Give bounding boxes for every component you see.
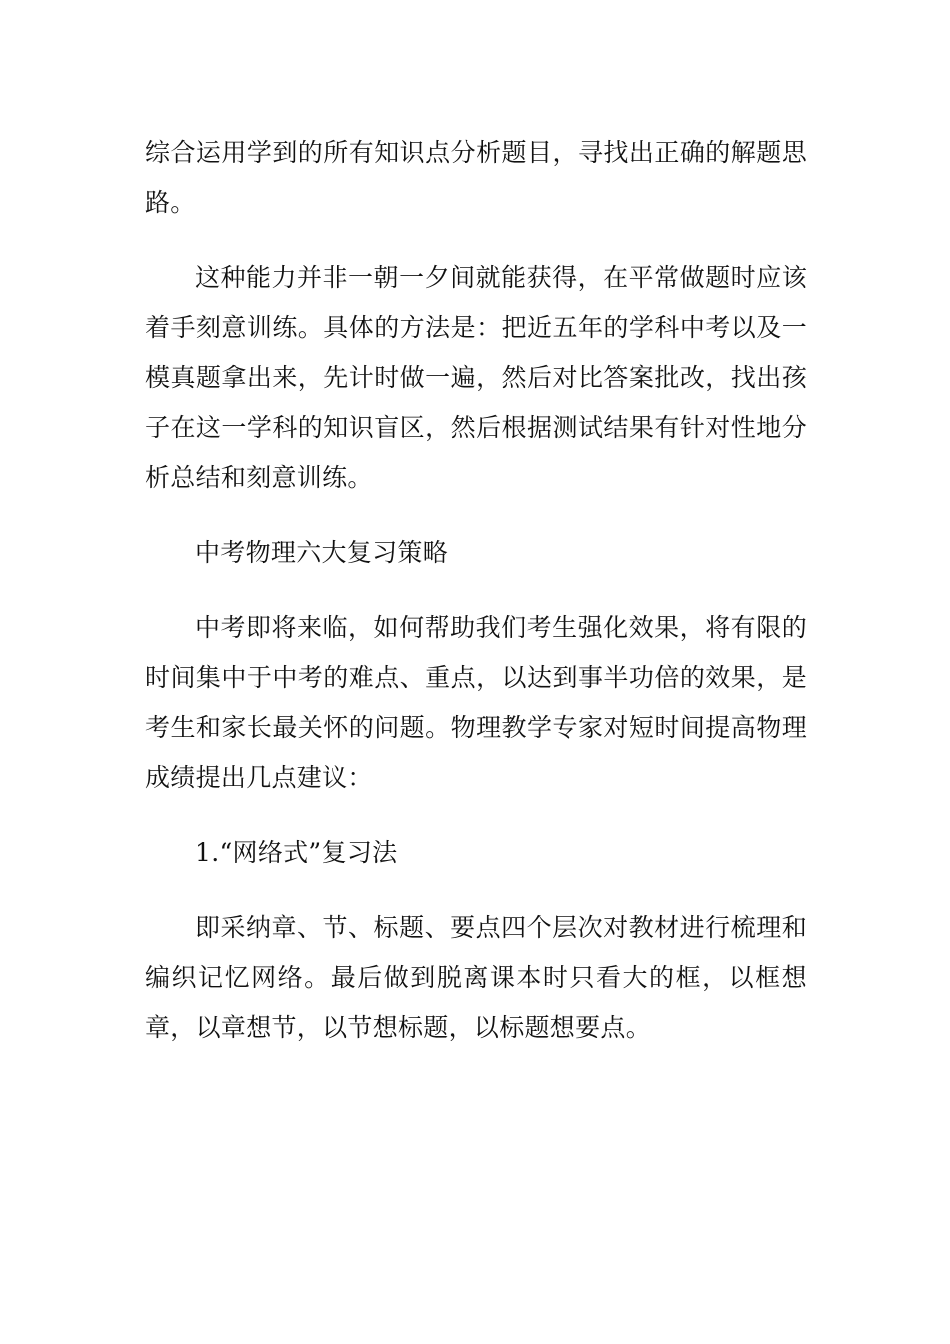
paragraph-network-method: 即采纳章、节、标题、要点四个层次对教材进行梳理和编织记忆网络。最后做到脱离课本时只看大的框，以框想章，以章想节，以节想标题，以标题想要点。 <box>145 913 807 1042</box>
paragraph-continuation: 综合运用学到的所有知识点分析题目，寻找出正确的解题思路。 <box>145 138 807 217</box>
paragraph-intro: 中考即将来临，如何帮助我们考生强化效果，将有限的时间集中于中考的难点、重点，以达到事半功倍的效果，是考生和家长最关怀的问题。物理教学专家对短时间提高物理成绩提出几点建议： <box>145 613 807 792</box>
paragraph-ability-training: 这种能力并非一朝一夕间就能获得，在平常做题时应该着手刻意训练。具体的方法是：把近五年的学科中考以及一模真题拿出来，先计时做一遍，然后对比答案批改，找出孩子在这一学科的知识盲区，然后根据测试结果有针对性地分析总结和刻意训练。 <box>145 263 807 492</box>
document-body <box>145 128 807 1078</box>
subheading-network-review: 1.“网络式”复习法 <box>195 838 398 867</box>
section-heading: 中考物理六大复习策略 <box>195 538 449 567</box>
